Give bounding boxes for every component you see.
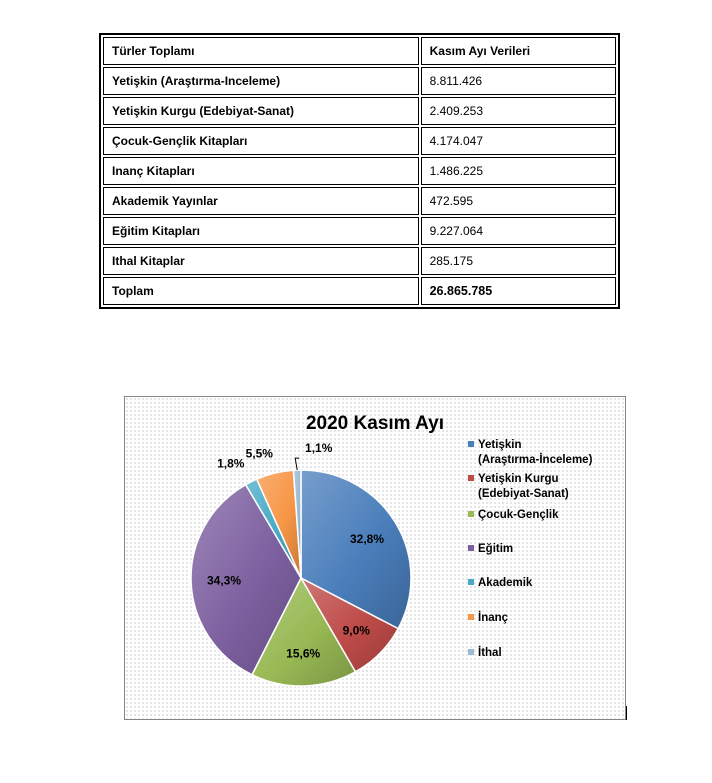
legend-swatch: [468, 579, 474, 585]
table-cell-type: Yetişkin (Araştırma-Inceleme): [103, 67, 419, 95]
pie-data-label: 9,0%: [342, 623, 370, 638]
table-cell-value: 26.865.785: [421, 277, 616, 305]
pie-data-label: 1,8%: [217, 456, 245, 471]
table-cell-value: 2.409.253: [421, 97, 616, 125]
leader-line: [295, 458, 299, 470]
pie-data-label: 15,6%: [286, 646, 321, 661]
legend-label: İthal: [478, 647, 502, 659]
table-cell-type: Çocuk-Gençlik Kitapları: [103, 127, 419, 155]
legend-label: Çocuk-Gençlik: [478, 509, 559, 521]
legend-swatch: [468, 441, 474, 447]
legend-label: Eğitim: [478, 543, 514, 555]
table-cell-value: 8.811.426: [421, 67, 616, 95]
table-cell-type: Toplam: [103, 277, 419, 305]
table-cell-type: Yetişkin Kurgu (Edebiyat-Sanat): [103, 97, 419, 125]
table-cell-type: Ithal Kitaplar: [103, 247, 419, 275]
table-cell-type: Inanç Kitapları: [103, 157, 419, 185]
legend-label: (Edebiyat-Sanat): [478, 488, 569, 500]
legend-label: Yetişkin Kurgu: [478, 473, 559, 485]
pie-data-label: 34,3%: [206, 573, 242, 588]
table-cell-value: 285.175: [421, 247, 616, 275]
legend-swatch: [468, 649, 474, 655]
legend-swatch: [468, 511, 474, 517]
pie-data-label: 1,1%: [305, 441, 333, 456]
table-cell-value: 472.595: [421, 187, 616, 215]
table-cell-value: 9.227.064: [421, 217, 616, 245]
legend-swatch: [468, 545, 474, 551]
legend-label: (Araştırma-İnceleme): [478, 454, 593, 466]
table-cell-value: 1.486.225: [421, 157, 616, 185]
legend-label: İnanç: [478, 612, 509, 624]
table-cell-value: 4.174.047: [421, 127, 616, 155]
pie-data-label: 32,8%: [349, 532, 385, 546]
chart-edge-mark: [626, 706, 627, 720]
table-cell-type: Türler Toplamı: [103, 37, 419, 65]
legend-label: Yetişkin: [478, 439, 522, 451]
legend-label: Akademik: [478, 577, 533, 589]
legend-swatch: [468, 614, 474, 620]
table-cell-value: Kasım Ayı Verileri: [421, 37, 616, 65]
table-cell-type: Eğitim Kitapları: [103, 217, 419, 245]
table-cell-type: Akademik Yayınlar: [103, 187, 419, 215]
chart-title: 2020 Kasım Ayı: [305, 413, 445, 434]
legend-swatch: [468, 475, 474, 481]
pie-data-label: 5,5%: [245, 446, 273, 461]
